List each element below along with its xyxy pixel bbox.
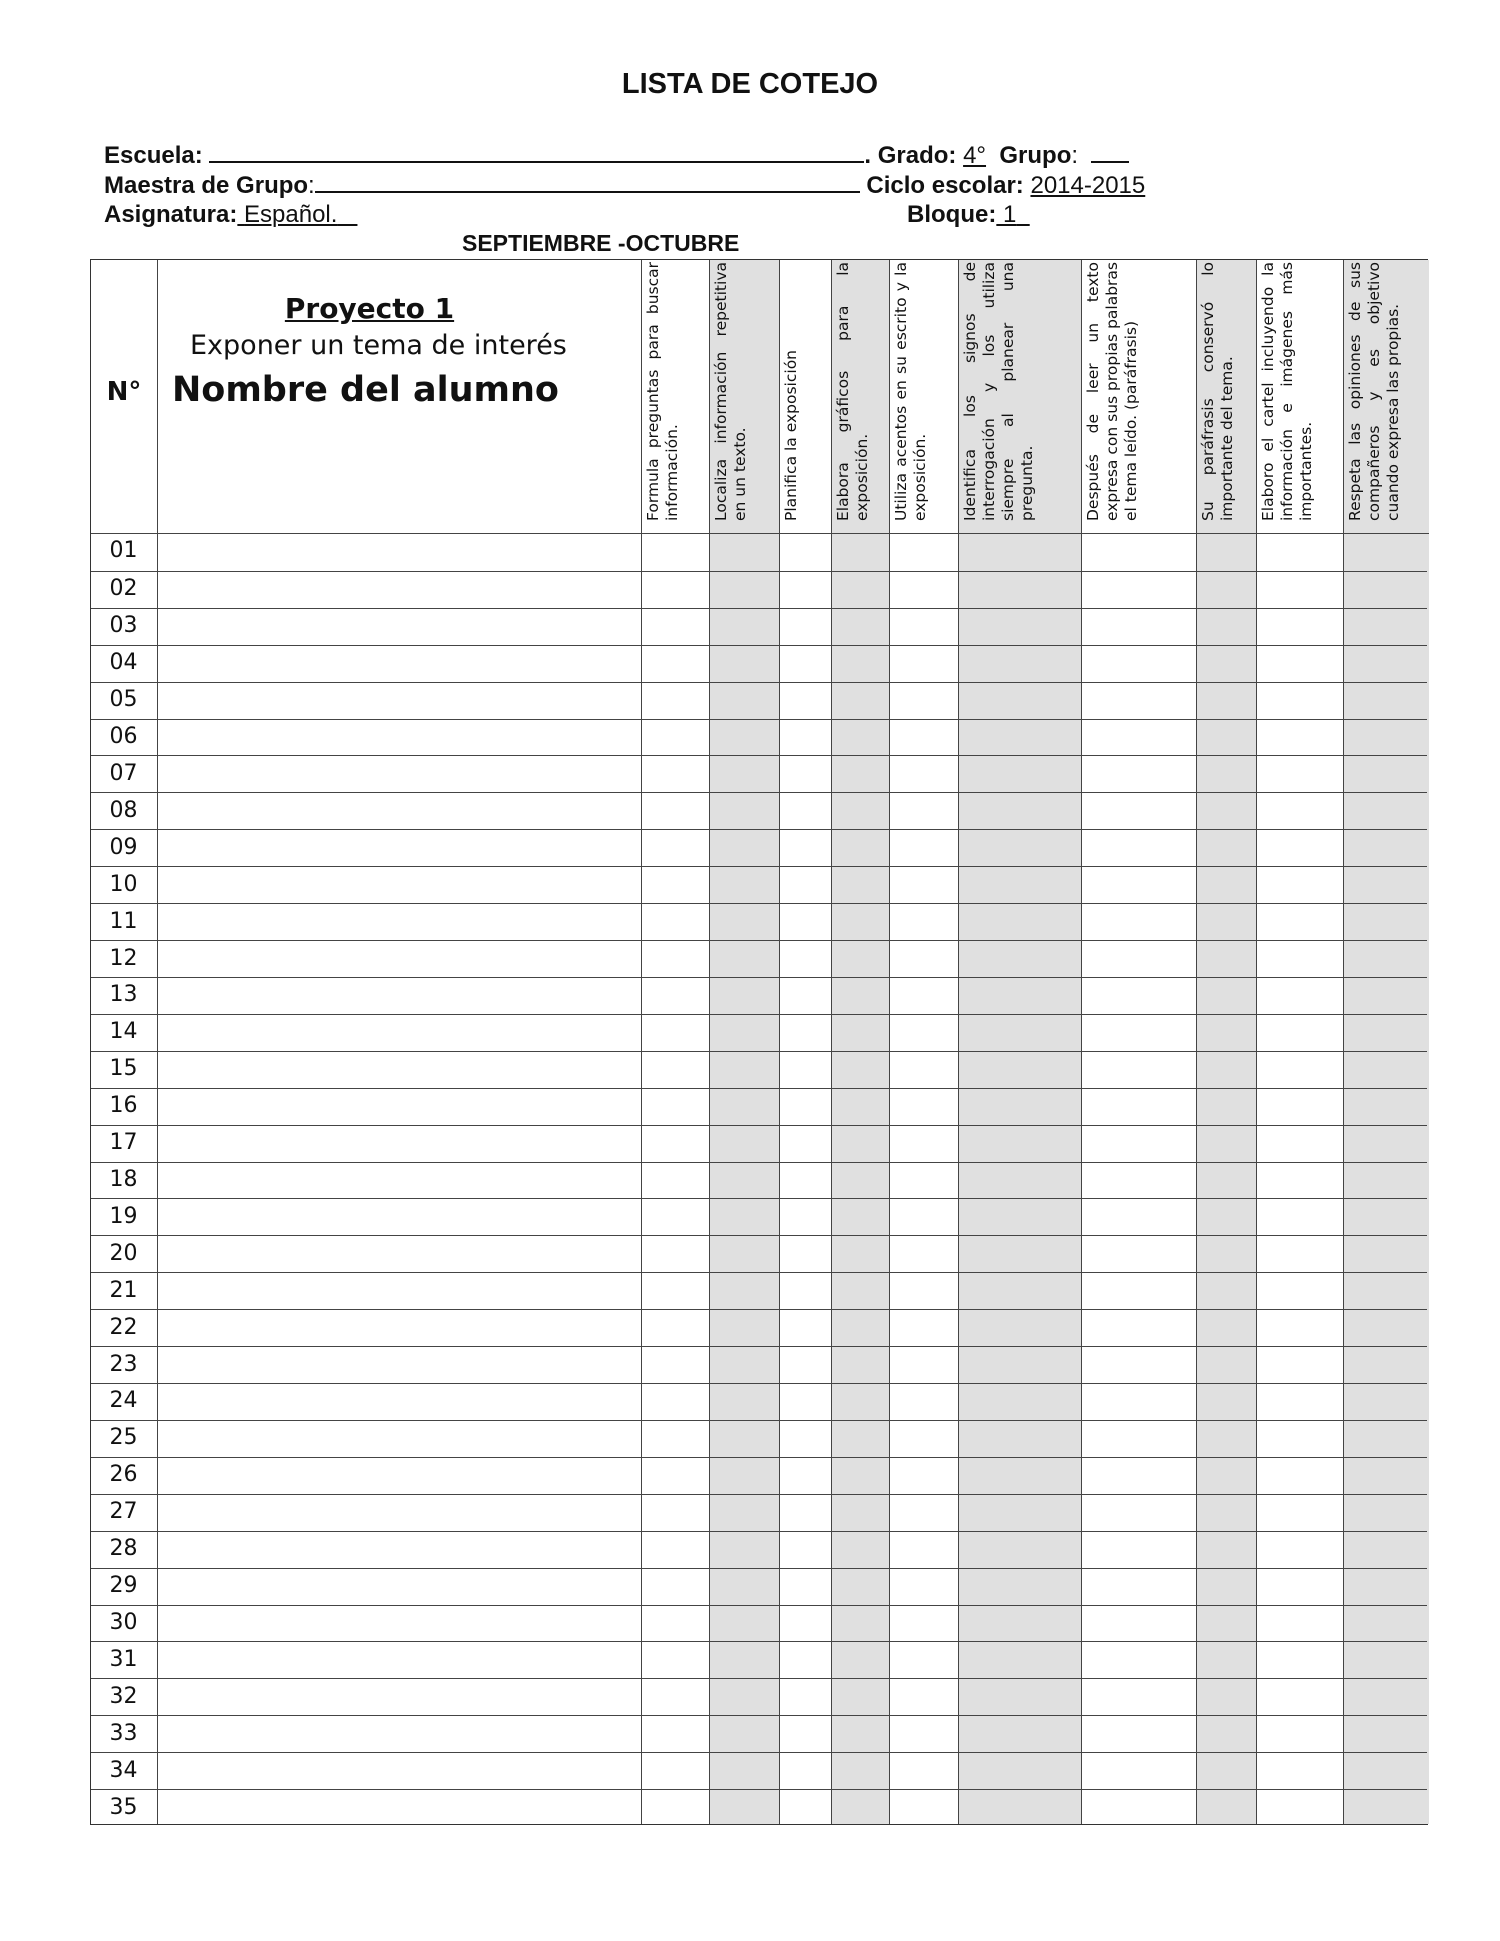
table-row[interactable] — [91, 1088, 1427, 1125]
table-row[interactable] — [91, 1420, 1427, 1457]
grado-value[interactable]: 4° — [963, 142, 987, 169]
criterion-label: Después de leer un texto expresa con sus propias palabras el tema leído. (paráfrasis) — [1084, 262, 1140, 521]
criterion-header-cell — [1344, 260, 1429, 534]
criterion-label: Elabora gráficos para la exposición. — [834, 262, 871, 521]
maestra-row: Maestra de Grupo: Ciclo escolar: 2014-2015 — [104, 172, 1146, 199]
table-row[interactable] — [91, 1383, 1427, 1420]
table-row[interactable] — [91, 1531, 1427, 1568]
row-number: 27 — [109, 1499, 138, 1525]
num-header-cell — [91, 260, 157, 534]
table-row[interactable] — [91, 1641, 1427, 1678]
criterion-label: Elaboro el cartel incluyendo la información e imágenes más importantes. — [1259, 262, 1315, 521]
maestra-field[interactable] — [315, 171, 860, 193]
bloque-row — [907, 201, 1030, 229]
row-number: 04 — [109, 650, 138, 676]
row-number: 24 — [109, 1388, 138, 1414]
grupo-field[interactable] — [1091, 141, 1129, 163]
criterion-label: Su paráfrasis conservó lo importante del tema. — [1199, 262, 1236, 521]
row-number: 06 — [109, 724, 138, 750]
table-row[interactable] — [91, 1162, 1427, 1199]
project-title: Proyecto 1 — [284, 292, 455, 325]
document-title: LISTA DE COTEJO — [621, 68, 879, 100]
checklist-table — [90, 259, 1428, 1825]
criterion-label: Planifica la exposición — [782, 350, 800, 521]
table-row[interactable] — [91, 1605, 1427, 1642]
table-row[interactable] — [91, 645, 1427, 682]
table-row[interactable] — [91, 755, 1427, 792]
criterion-header-cell — [959, 260, 1081, 534]
table-row[interactable] — [91, 1457, 1427, 1494]
escuela-row: Escuela: . Grado: 4° Grupo: — [104, 141, 1129, 170]
criterion-header-cell — [1197, 260, 1256, 534]
criterion-header-cell — [1082, 260, 1196, 534]
table-row[interactable] — [91, 977, 1427, 1014]
name-header-cell — [158, 260, 641, 534]
criterion-header-cell — [710, 260, 779, 534]
row-number: 08 — [109, 797, 138, 823]
project-subtitle: Exponer un tema de interés — [190, 330, 567, 361]
table-row[interactable] — [91, 1198, 1427, 1235]
table-row[interactable] — [91, 1568, 1427, 1605]
criterion-header-cell — [832, 260, 889, 534]
row-number: 34 — [109, 1757, 138, 1783]
row-number: 28 — [109, 1536, 138, 1562]
criterion-header-cell — [780, 260, 831, 534]
table-row[interactable] — [91, 682, 1427, 719]
row-number: 35 — [109, 1794, 138, 1820]
table-row[interactable] — [91, 792, 1427, 829]
row-number: 13 — [109, 982, 138, 1008]
row-number: 16 — [109, 1093, 138, 1119]
table-row[interactable] — [91, 1309, 1427, 1346]
row-number: 07 — [109, 760, 138, 786]
table-row[interactable] — [91, 1678, 1427, 1715]
row-number: 22 — [109, 1314, 138, 1340]
row-number: 31 — [109, 1646, 138, 1672]
row-number: 17 — [109, 1130, 138, 1156]
table-row[interactable] — [91, 719, 1427, 756]
row-number: 10 — [109, 871, 138, 897]
row-number: 11 — [109, 908, 138, 934]
num-header: N° — [106, 377, 142, 407]
grado-label: Grado: — [877, 142, 957, 169]
row-number: 03 — [109, 613, 138, 639]
row-number: 01 — [109, 538, 138, 564]
row-number: 02 — [109, 576, 138, 602]
ciclo-value[interactable]: 2014-2015 — [1030, 172, 1146, 199]
period-heading: SEPTIEMBRE -OCTUBRE — [462, 230, 740, 256]
criterion-label: Utiliza acentos en su escrito y la exposición. — [892, 262, 929, 521]
table-row[interactable] — [91, 866, 1427, 903]
row-number: 23 — [109, 1351, 138, 1377]
criterion-label: Identifica los signos de interrogación y los utiliza siempre al planear una pregunta. — [961, 262, 1036, 521]
table-row[interactable] — [91, 1494, 1427, 1531]
row-number: 05 — [109, 687, 138, 713]
name-header: Nombre del alumno — [172, 370, 559, 410]
table-row[interactable] — [91, 534, 1427, 571]
row-number: 09 — [109, 834, 138, 860]
criterion-label: Respeta las opiniones de sus compañeros y es objetivo cuando expresa las propias. — [1346, 262, 1402, 521]
row-number: 12 — [109, 945, 138, 971]
row-number: 30 — [109, 1609, 138, 1635]
table-row[interactable] — [91, 1235, 1427, 1272]
table-row[interactable] — [91, 829, 1427, 866]
criterion-header-cell — [890, 260, 958, 534]
row-number: 29 — [109, 1573, 138, 1599]
escuela-label: Escuela: — [104, 142, 203, 169]
table-row[interactable] — [91, 571, 1427, 608]
ciclo-label: Ciclo escolar: — [866, 172, 1024, 199]
escuela-field[interactable] — [209, 141, 864, 163]
table-row[interactable] — [91, 940, 1427, 977]
row-number: 26 — [109, 1462, 138, 1488]
asignatura-label: Asignatura: — [104, 201, 238, 228]
criterion-header-cell — [642, 260, 709, 534]
criterion-header-cell — [1257, 260, 1343, 534]
bloque-value[interactable]: 1 — [1003, 201, 1017, 228]
table-row[interactable] — [91, 1014, 1427, 1051]
criterion-label: Localiza información repetitiva en un texto. — [712, 262, 749, 521]
grupo-label: Grupo — [999, 142, 1072, 169]
row-number: 19 — [109, 1203, 138, 1229]
row-number: 14 — [109, 1019, 138, 1045]
maestra-label: Maestra de Grupo — [104, 172, 309, 199]
table-row[interactable] — [91, 1125, 1427, 1162]
table-row[interactable] — [91, 1051, 1427, 1088]
table-row[interactable] — [91, 1272, 1427, 1309]
bloque-label: Bloque: — [907, 201, 997, 228]
asignatura-value[interactable]: Español. — [244, 201, 338, 228]
row-number: 25 — [109, 1425, 138, 1451]
asignatura-row — [104, 201, 357, 229]
table-row[interactable] — [91, 1752, 1427, 1789]
table-row[interactable] — [91, 608, 1427, 645]
table-row[interactable] — [91, 1346, 1427, 1383]
row-number: 15 — [109, 1056, 138, 1082]
table-row[interactable] — [91, 1789, 1427, 1826]
row-number: 20 — [109, 1240, 138, 1266]
row-number: 32 — [109, 1683, 138, 1709]
row-number: 21 — [109, 1277, 138, 1303]
table-row[interactable] — [91, 1715, 1427, 1752]
criterion-label: Formula preguntas para buscar información. — [644, 262, 681, 521]
table-row[interactable] — [91, 903, 1427, 940]
row-number: 18 — [109, 1166, 138, 1192]
row-number: 33 — [109, 1720, 138, 1746]
